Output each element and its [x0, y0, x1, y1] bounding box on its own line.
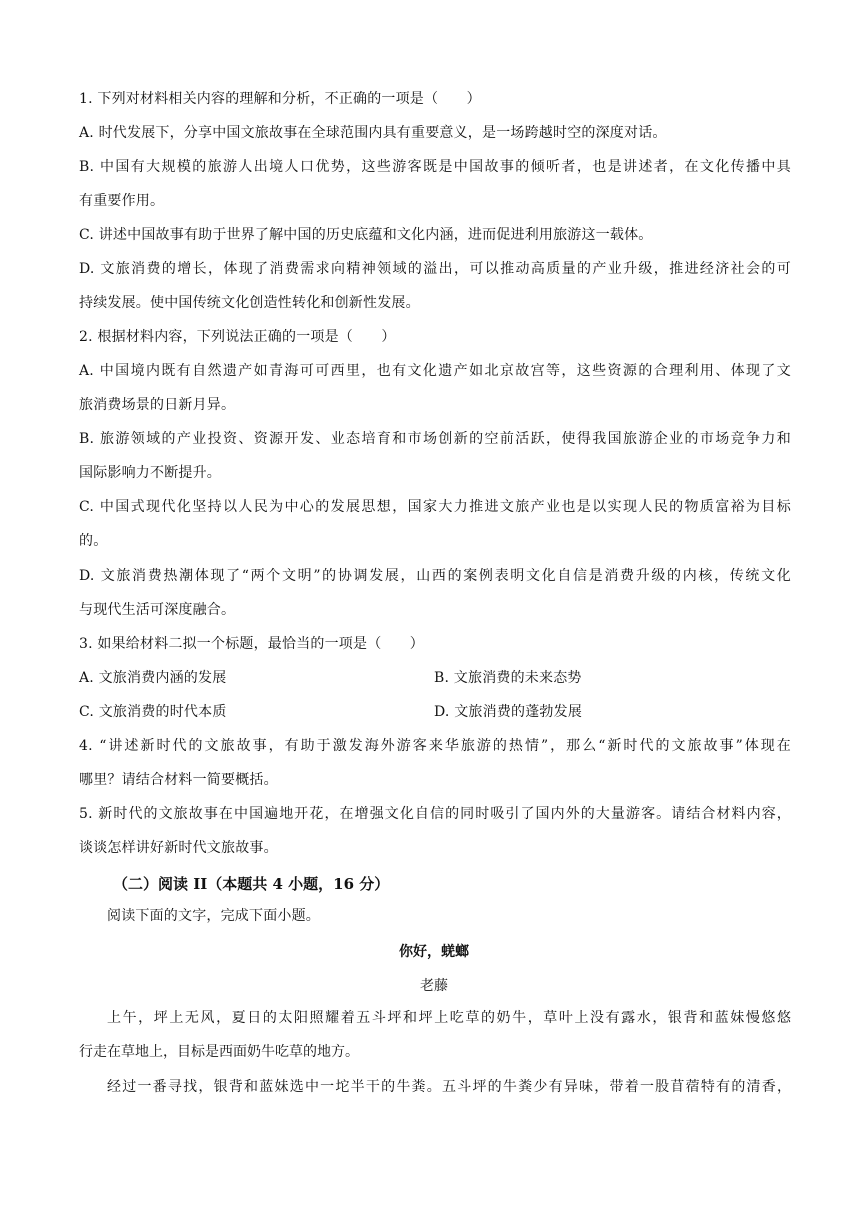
q2-option-b-line2: 国际影响力不断提升。 [79, 465, 221, 481]
q2-option-c-line2: 的。 [79, 533, 108, 549]
q2-option-c-line1: C. 中国式现代化坚持以人民为中心的发展思想，国家大力推进文旅产业也是以实现人民的物质富裕为目标 [79, 499, 791, 515]
q2-stem: 2. 根据材料内容，下列说法正确的一项是（ ） [79, 329, 396, 345]
q3-stem: 3. 如果给材料二拟一个标题，最恰当的一项是（ ） [79, 636, 425, 652]
q2-option-d-line2: 与现代生活可深度融合。 [79, 602, 236, 618]
q1-option-b-line2: 有重要作用。 [79, 193, 165, 209]
story-title: 你好，蜣螂 [399, 944, 469, 960]
q3-option-d: D. 文旅消费的蓬勃发展 [434, 704, 583, 720]
q3-option-c: C. 文旅消费的时代本质 [79, 704, 227, 720]
q5-line1: 5. 新时代的文旅故事在中国遍地开花，在增强文化自信的同时吸引了国内外的大量游客。请结合材料内容， [79, 806, 791, 822]
q2-option-a-line2: 旅消费场景的日新月异。 [79, 397, 236, 413]
q2-option-b-line1: B. 旅游领域的产业投资、资源开发、业态培育和市场创新的空前活跃，使得我国旅游企业的市场竞争力和 [79, 431, 791, 447]
q2-option-a-line1: A. 中国境内既有自然遗产如青海可可西里，也有文化遗产如北京故宫等，这些资源的合理利用、体现了文 [79, 363, 791, 379]
q1-option-d-line2: 持续发展。使中国传统文化创造性转化和创新性发展。 [79, 295, 420, 311]
q5-line2: 谈谈怎样讲好新时代文旅故事。 [79, 840, 278, 856]
q1-option-a: A. 时代发展下，分享中国文旅故事在全球范围内具有重要意义，是一场跨越时空的深度对话。 [79, 125, 667, 141]
q1-option-d-line1: D. 文旅消费的增长，体现了消费需求向精神领域的溢出，可以推动高质量的产业升级，推进经济社会的可 [79, 261, 791, 277]
section-instruction: 阅读下面的文字，完成下面小题。 [107, 908, 320, 924]
story-paragraph-1-line1: 上午，坪上无风，夏日的太阳照耀着五斗坪和坪上吃草的奶牛，草叶上没有露水，银背和蓝妹慢悠悠 [107, 1010, 791, 1026]
q2-option-d-line1: D. 文旅消费热潮体现了“两个文明”的协调发展，山西的案例表明文化自信是消费升级的内核，传统文化 [79, 568, 791, 584]
story-author: 老藤 [420, 978, 448, 994]
q4-line2: 哪里？请结合材料一简要概括。 [79, 772, 278, 788]
q3-option-a: A. 文旅消费内涵的发展 [79, 670, 227, 686]
story-paragraph-2-line1: 经过一番寻找，银背和蓝妹选中一坨半干的牛粪。五斗坪的牛粪少有异味，带着一股苜蓿特有的清香， [107, 1079, 791, 1095]
q4-line1: 4. “讲述新时代的文旅故事，有助于激发海外游客来华旅游的热情”，那么“新时代的文旅故事”体现在 [79, 738, 791, 754]
q1-option-b-line1: B. 中国有大规模的旅游人出境人口优势，这些游客既是中国故事的倾听者，也是讲述者，在文化传播中具 [79, 159, 791, 175]
section-heading: （二）阅读 II（本题共 4 小题，16 分） [113, 875, 390, 893]
q3-option-b: B. 文旅消费的未来态势 [434, 670, 582, 686]
q1-stem: 1. 下列对材料相关内容的理解和分析，不正确的一项是（ ） [79, 91, 481, 107]
q1-option-c: C. 讲述中国故事有助于世界了解中国的历史底蕴和文化内涵，进而促进利用旅游这一载体。 [79, 227, 653, 243]
story-paragraph-1-line2: 行走在草地上，目标是西面奶牛吃草的地方。 [79, 1044, 359, 1060]
